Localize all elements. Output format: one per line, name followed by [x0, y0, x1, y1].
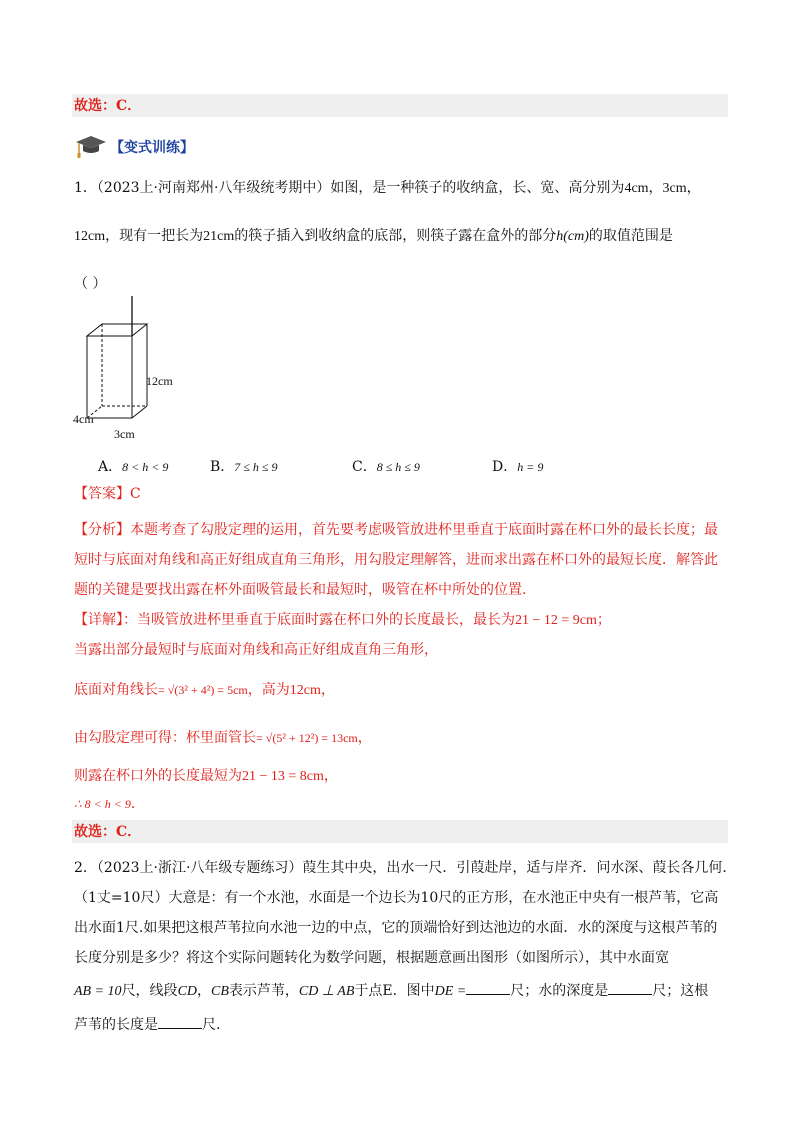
- top-result: 故选：C．: [74, 98, 142, 114]
- q1-line1: 1．（2023上·河南郑州·八年级统考期中）如图，是一种筷子的收纳盒，长、宽、高分别为4cm，3cm，: [74, 180, 701, 196]
- detail-line4: 由勾股定理可得：杯里面管长= √(5² + 12²) = 13cm，: [74, 730, 372, 746]
- q1-line2: 12cm，现有一把长为21cm的筷子插入到收纳盒的底部，则筷子露在盒外的部分h(cm)的取值范围是: [74, 228, 673, 244]
- blank-de[interactable]: [466, 980, 510, 995]
- option-d[interactable]: D．h = 9: [492, 459, 544, 475]
- q2-line5: AB = 10尺，线段CD，CB表示芦苇，CD ⊥ AB于点E．图中DE = 尺；水的深度是 尺；这根: [74, 980, 708, 1002]
- answer: 【答案】C: [74, 486, 141, 502]
- fig-label-height: 12cm: [146, 374, 173, 388]
- option-c[interactable]: C．8 ≤ h ≤ 9: [352, 459, 420, 475]
- q2-line3: 出水面1尺.如果把这根芦苇拉向水池一边的中点，它的顶端恰好到达池边的水面．水的深度与这根芦苇的: [74, 920, 718, 936]
- fig-label-length: 4cm: [73, 412, 94, 426]
- q2-line4: 长度分别是多少？将这个实际问题转化为数学问题，根据题意画出图形（如图所示），其中水面宽: [74, 950, 669, 966]
- q2-line2: （1丈=10尺）大意是：有一个水池，水面是一个边长为10尺的正方形，在水池正中央有一根芦苇，它高: [74, 890, 719, 906]
- q2-line1: 2．（2023上·浙江·八年级专题练习）葭生其中央，出水一尺．引葭赴岸，适与岸齐．问水深、葭长各几何．: [74, 860, 737, 876]
- detail-result: 故选：C．: [74, 824, 142, 840]
- blank-depth[interactable]: [608, 980, 652, 995]
- graduation-cap-icon: [74, 134, 108, 160]
- detail-line2: 当露出部分最短时与底面对角线和高正好组成直角三角形，: [74, 642, 438, 658]
- fig-label-width: 3cm: [114, 427, 135, 441]
- analysis-line2: 短时与底面对角线和高正好组成直角三角形，用勾股定理解答，进而求出露在杯口外的最短长度．解答此: [74, 552, 718, 568]
- section-title: 【变式训练】: [110, 140, 194, 156]
- result-band-2: [72, 820, 728, 843]
- result-band: [72, 94, 728, 117]
- detail-line3: 底面对角线长= √(3² + 4²) = 5cm，高为12cm，: [74, 682, 335, 698]
- q2-line6: 芦苇的长度是 尺.: [74, 1014, 220, 1035]
- detail-line6: ∴ 8 < h < 9．: [74, 796, 145, 812]
- option-b[interactable]: B．7 ≤ h ≤ 9: [210, 459, 278, 475]
- analysis-line3: 题的关键是要找出露在杯外面吸管最长和最短时，吸管在杯中所处的位置.: [74, 582, 527, 598]
- option-a[interactable]: A．8 < h < 9: [98, 459, 169, 475]
- analysis-line1: 【分析】本题考查了勾股定理的运用，首先要考虑吸管放进杯里垂直于底面时露在杯口外的最长长度；最: [74, 522, 718, 538]
- q1-paren: （ ）: [74, 276, 107, 292]
- detail-line5: 则露在杯口外的长度最短为21 − 13 = 8cm，: [74, 768, 338, 784]
- detail-line1: 【详解】：当吸管放进杯里垂直于底面时露在杯口外的长度最长，最长为21 − 12 = 9cm；: [74, 612, 611, 628]
- blank-reed-length[interactable]: [158, 1014, 202, 1029]
